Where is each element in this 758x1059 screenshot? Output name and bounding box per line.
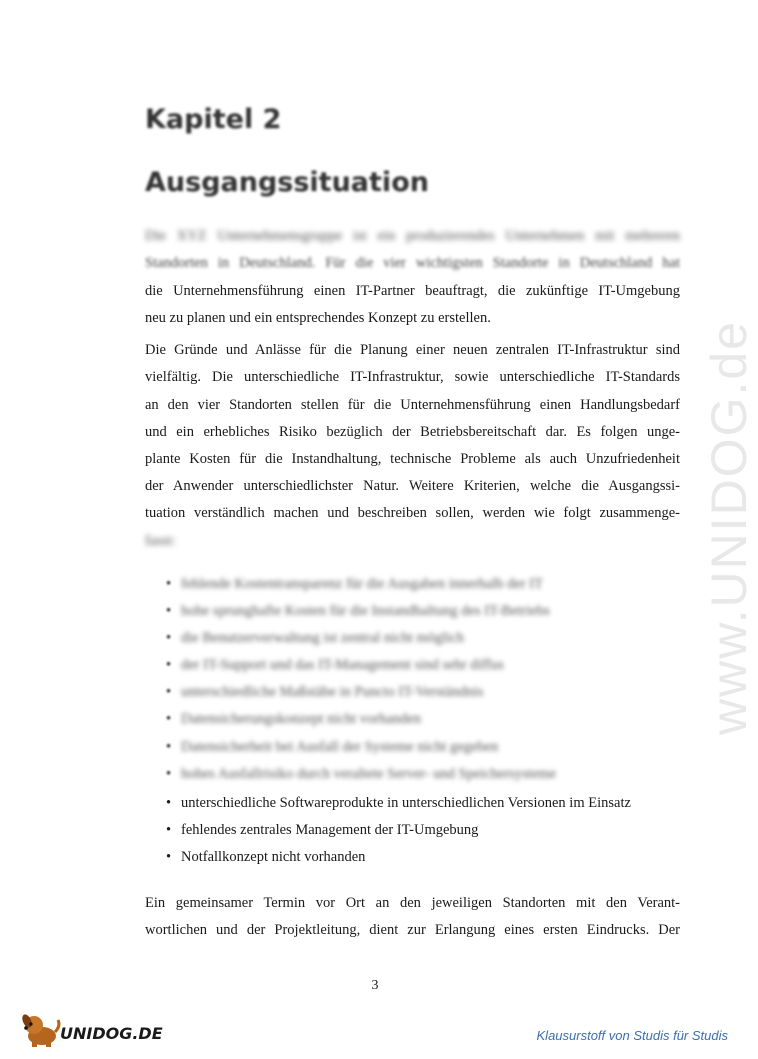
paragraph-line: Die Gründe und Anlässe für die Planung einer neuen zentralen IT-Infrastruktur sind <box>145 342 680 358</box>
footer-tagline: Klausurstoff von Studis für Studis <box>536 1028 728 1043</box>
paragraph-line: der Anwender unterschiedlichster Natur. Weitere Kriterien, welche die Ausgangssi- <box>145 478 680 494</box>
paragraph-line: tuation verständlich machen und beschreiben sollen, werden wie folgt zusammenge- <box>145 505 680 521</box>
page-number: 3 <box>371 978 379 993</box>
watermark: www.UNIDOG.de <box>701 320 757 735</box>
list-item-text: unterschiedliche Maßstäbe in Puncto IT-Verständnis <box>181 684 484 700</box>
paragraph-line: Ein gemeinsamer Termin vor Ort an den jeweiligen Standorten mit den Verant- <box>145 895 680 911</box>
list-item-text: Datensicherheit bei Ausfall der Systeme nicht gegeben <box>181 739 499 755</box>
list-item-text: die Benutzerverwaltung ist zentral nicht möglich <box>181 630 465 646</box>
list-item-text: der IT-Support und das IT-Management sind sehr diffus <box>181 657 504 673</box>
list-item-text: hohe sprunghafte Kosten für die Instandhaltung des IT-Betriebs <box>181 603 550 619</box>
list-item: • der IT-Support und das IT-Management sind sehr diffus <box>166 657 504 673</box>
chapter-label: Kapitel 2 <box>145 104 282 135</box>
list-item: • Notfallkonzept nicht vorhanden <box>166 849 366 865</box>
list-item: • Datensicherungskonzept nicht vorhanden <box>166 711 421 727</box>
section-title: Ausgangssituation <box>145 167 429 198</box>
logo-text: UNIDOG.DE <box>60 1024 163 1043</box>
list-item: • hohes Ausfallrisiko durch veraltete Server- und Speichersysteme <box>166 766 556 782</box>
list-item-text: unterschiedliche Softwareprodukte in unterschiedlichen Versionen im Einsatz <box>181 795 631 811</box>
list-item-text: fehlendes zentrales Management der IT-Umgebung <box>181 822 479 838</box>
paragraph-line: und ein erhebliches Risiko bezüglich der Betriebsbereitschaft dar. Es folgen unge- <box>145 424 680 440</box>
paragraph-line: fasst: <box>145 533 176 549</box>
list-item-text: Datensicherungskonzept nicht vorhanden <box>181 711 421 727</box>
paragraph-line: wortlichen und der Projektleitung, dient zur Erlangung eines ersten Eindrucks. Der <box>145 922 680 938</box>
list-item: • fehlendes zentrales Management der IT-Umgebung <box>166 822 479 838</box>
list-item-text: Notfallkonzept nicht vorhanden <box>181 849 366 865</box>
list-item: • unterschiedliche Softwareprodukte in unterschiedlichen Versionen im Einsatz <box>166 795 631 811</box>
paragraph-line: plante Kosten für die Instandhaltung, technische Probleme als auch Unzufriedenheit <box>145 451 680 467</box>
list-item-text: hohes Ausfallrisiko durch veraltete Server- und Speichersysteme <box>181 766 556 782</box>
paragraph-line: Standorten in Deutschland. Für die vier wichtigsten Standorte in Deutschland hat <box>145 255 680 271</box>
list-item: • die Benutzerverwaltung ist zentral nicht möglich <box>166 630 465 646</box>
paragraph-line: die Unternehmensführung einen IT-Partner beauftragt, die zukünftige IT-Umgebung <box>145 283 680 299</box>
paragraph-line: an den vier Standorten stellen für die Unternehmensführung einen Handlungsbedarf <box>145 397 680 413</box>
paragraph-line: Die XYZ Unternehmensgruppe ist ein produzierendes Unternehmen mit mehreren <box>145 228 680 244</box>
paragraph-line: vielfältig. Die unterschiedliche IT-Infrastruktur, sowie unterschiedliche IT-Standards <box>145 369 680 385</box>
list-item-text: fehlende Kostentransparenz für die Ausgaben innerhalb der IT <box>181 576 543 592</box>
list-item: • hohe sprunghafte Kosten für die Instandhaltung des IT-Betriebs <box>166 603 550 619</box>
list-item: • Datensicherheit bei Ausfall der Systeme nicht gegeben <box>166 739 499 755</box>
paragraph-line: neu zu planen und ein entsprechendes Konzept zu erstellen. <box>145 310 491 326</box>
list-item: • unterschiedliche Maßstäbe in Puncto IT-Verständnis <box>166 684 484 700</box>
list-item: • fehlende Kostentransparenz für die Ausgaben innerhalb der IT <box>166 576 543 592</box>
